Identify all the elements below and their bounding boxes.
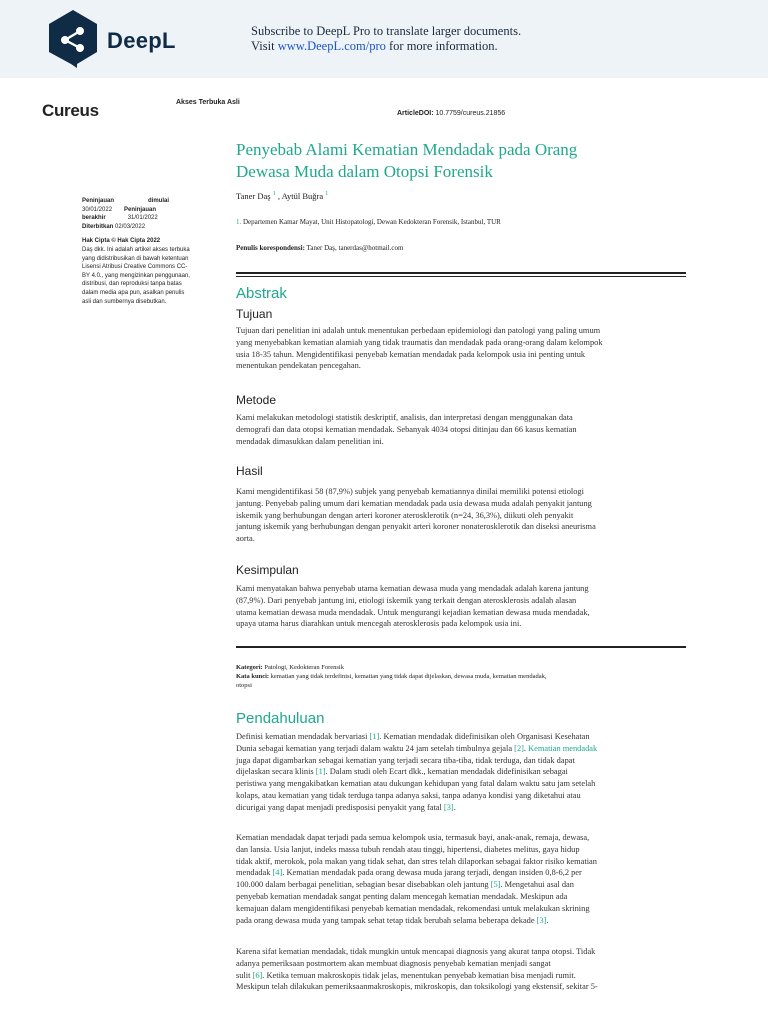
journal-logo: Cureus [42,101,99,120]
text-line: dan lansia. Usia lanjut, indeks massa tubuh rendah atau tinggi, hipertensi, diabetes melitus, gaya hidup [236,844,580,854]
text-line: Kami menyatakan bahwa penyebab utama kematian dewasa muda yang mendadak adalah karena jantung [236,584,589,593]
review-date: 30/01/2022 [82,206,113,213]
corresponding-author [236,244,686,252]
review-started: dimulai [148,198,170,204]
license-line: Lisensi Atribusi Creative Commons CC- [82,264,188,271]
text-line [236,970,686,982]
article-title [236,139,686,183]
text-line: tidak aktif, merokok, pola makan yang tidak sehat, dan stres telah dilaporkan sebagai faktor risiko kematian [236,856,597,866]
text-line: yang menyebabkan kematian alamiah yang tidak traumatis dan mendadak pada orang-orang dalam kelompok [236,337,603,347]
text-line [236,915,686,927]
text-line [236,743,686,755]
text-run: . [523,743,529,753]
text-run: . Mengetahui asal dan [500,880,574,890]
text-line [236,879,686,891]
banner-message [251,24,521,54]
text-line [236,731,686,743]
banner-line-1: Subscribe to DeepL Pro to translate larger documents. [251,24,522,38]
text-line: utama kematian dewasa muda mendadak. Untuk mengurangi kejadian kematian dewasa muda mendadak, [236,607,590,617]
author-1-affil: 1 [272,191,276,198]
text-line: Karena sifat kematian mendadak, tidak mungkin untuk mencapai diagnosis yang akurat tanpa otopsi. Tidak [236,947,596,956]
text-run: sulit [236,970,253,980]
text-run: . Dalam studi oleh Ecart dkk., kematian mendadak didefinisikan sebagai [325,767,568,777]
corr-value: Taner Daş, tanerdas@hotmail.com [304,244,404,252]
published-row [82,223,210,232]
abstract-subheading: Tujuan [236,307,273,321]
text-run: dicurigai yang dapat menjadi predisposisi penyakit yang fatal [236,802,444,812]
text-line: jantung iskemik yang berhubungan dengan penyakit arteri koroner nonaterosklerotik dan diseksi aneurisma [236,522,596,532]
published-date: 02/03/2022 [115,223,146,230]
deepl-brand-name: DeepL [107,28,176,53]
text-line: kemajuan dalam mengidentifikasi penyebab kematian mendadak, rekomendasi untuk melakukan skrining [236,903,590,913]
citation-link[interactable]: [3] [443,802,454,812]
text-line: upaya utama harus diarahkan untuk mencegah aterosklerosis pada kelompok usia ini. [236,619,522,629]
abstract-subheading: Metode [236,393,277,407]
intro-paragraph-2 [236,832,686,926]
doi-label: ArticleDOI: [397,110,434,117]
license-line: distribusi, dan reproduksi tanpa batas [82,281,182,288]
article-categories [236,663,686,690]
text-line: kolaps, atau kematian yang tidak terduga tanpa adanya saksi, tanpa adanya kondisi yang diketahui atau [236,790,581,800]
banner-line-2-pre: Visit [251,39,278,53]
intro-paragraph-3 [236,946,686,993]
text-line: Tujuan dari penelitian ini adalah untuk menentukan perbedaan epidemiologi dan patologi yang paling umum [236,326,601,335]
article-sidebar [82,197,210,306]
categories-row [236,663,686,672]
text-run: . [453,802,456,812]
abstract-subheading: Kesimpulan [236,563,299,577]
citation-link[interactable]: [1] [369,732,380,741]
abstract-paragraph [236,412,686,447]
citation-link[interactable]: [3] [536,915,547,925]
text-line: penyebab kematian mendadak sangat penting dalam mencegah kematian mendadak. Meskipun ada [236,891,568,901]
text-run: Dunia sebagai kematian yang terjadi dalam waktu 24 jam setelah timbulnya gejala [236,743,515,753]
text-line: mendadak dimasukkan dalam penelitian ini. [236,436,384,446]
corr-label: Penulis korespondensi: [236,244,305,252]
review2-label: Peninjauan [124,206,157,213]
published-label: Diterbitkan [82,223,114,230]
text-line: peristiwa yang mengakibatkan kematian atau dukungan kehidupan yang fatal dalam waktu satu jam setelah [236,779,596,789]
text-run: . [546,915,549,925]
author-list [236,191,686,201]
citation-link[interactable]: [5] [490,880,501,890]
text-line: jantung. Penyebab paling umum dari kematian mendadak pada usia dewasa muda adalah penyakit jantung [236,498,592,508]
section-divider [236,276,686,277]
text-run: . Kematian mendadak pada orang dewasa muda jarang terjadi, dengan insiden 0,8-6,2 per [282,868,582,878]
open-access-label: Akses Terbuka Asli [176,99,240,106]
title-line-1: Penyebab Alami Kematian Mendadak pada Orang [236,140,578,159]
deepl-logo-icon [47,9,99,69]
author-2-affil: 1 [325,191,329,198]
license-line: asli dan sumbernya disebutkan. [82,298,167,305]
text-run: 100.000 dalam berbagai penelitian, sebagian besar disebabkan oleh jantung [236,880,491,890]
intro-paragraph-1 [236,731,686,814]
copyright [82,237,210,246]
abstract-subheading: Hasil [236,464,263,478]
text-run: pada orang dewasa muda yang tampak sehat tetap tidak berubah selama beberapa dekade [236,915,537,925]
text-line: menentukan pendekatan pencegahan. [236,361,361,371]
ended-label: berakhir [82,215,106,222]
citation-link[interactable]: [4] [272,868,283,878]
license-line: yang didistribusikan di bawah ketentuan [82,255,189,262]
ended-date: 31/01/2022 [127,215,158,222]
keywords-row [236,672,686,681]
section-divider [236,646,686,648]
affiliation-number: 1. [236,218,242,226]
citation-link[interactable]: [2] [514,743,524,753]
review-started-row [82,197,210,206]
text-line [236,802,686,814]
deepl-pro-link[interactable]: www.DeepL.com/pro [277,39,386,53]
license-line: dalam media apa pun, asalkan penulis [82,289,185,296]
abstract-paragraph [236,583,686,630]
affiliation [236,218,686,226]
article-doi [397,110,505,117]
banner-line-2-post: for more information. [385,39,498,53]
section-divider [236,272,686,274]
categories-label: Kategori: [236,664,263,671]
highlighted-term: Kematian mendadak [528,743,598,753]
text-run: dijelaskan secara klinis [236,767,316,777]
keywords-label: Kata kunci: [236,673,270,680]
citation-link[interactable]: [1] [315,767,326,777]
text-run: mendadak [236,868,273,878]
doi-value: 10.7759/cureus.21856 [433,110,506,117]
keywords-value: kematian yang tidak terdefinisi, kematian yang tidak dapat dijelaskan, dewasa muda, kematian mendadak, [269,673,547,680]
text-run: . Ketika temuan makroskopis tidak jelas, menentukan penyebab kematian bisa menjadi rumit. [262,970,576,980]
text-line: iskemik yang berhubungan dengan arteri koroner aterosklerotik (n=24, 36,3%), diikuti oleh penyakit [236,510,574,520]
text-run: Definisi kematian mendadak bervariasi [236,732,370,741]
keywords-row-2: otopsi [236,682,252,689]
text-line: Meskipun telah dilakukan pemeriksaanmakroskopis, mikroskopis, dan toksikologi yang ekstensif, sekitar 5- [236,982,598,992]
text-line: demografi dan data otopsi kematian mendadak. Sebanyak 4034 otopsi ditinjau dan 66 kasus kematian [236,424,577,434]
deepl-banner [0,0,768,78]
text-line [236,867,686,879]
review-date-row [82,206,210,215]
author-1: Taner Daş [236,191,271,201]
categories-value: Patologi, Kedokteran Forensik [262,664,344,671]
text-line: Kami mengidentifikasi 58 (87,9%) subjek yang penyebab kematiannya dinilai memiliki potensi etiologi [236,487,584,496]
text-line: aorta. [236,534,255,544]
review-label: Peninjauan [82,198,115,204]
title-line-2: Dewasa Muda dalam Otopsi Forensik [236,162,493,181]
license-line: BY 4.0., yang mengizinkan penggunaan, [82,272,190,279]
affiliation-text: Departemen Kamar Mayat, Unit Histopatologi, Dewan Kedokteran Forensik, Istanbul, TUR [241,218,501,226]
banner-line-2 [251,39,521,54]
license-line: Daş dkk. Ini adalah artikel akses terbuka [82,246,190,253]
text-line [236,766,686,778]
text-line: Kematian mendadak dapat terjadi pada semua kelompok usia, termasuk bayi, anak-anak, remaja, dewasa, [236,833,590,842]
abstract-paragraph [236,486,686,545]
text-line: usia 18-35 tahun. Mengidentifikasi penyebab kematian mendadak pada kelompok usia ini penting untuk [236,349,586,359]
citation-link[interactable]: [6] [252,970,263,980]
text-run: . Kematian mendadak didefinisikan oleh Organisasi Kesehatan [379,732,590,741]
text-line: Kami melakukan metodologi statistik deskriptif, analisis, dan interpretasi dengan menggunakan data [236,413,573,422]
text-line: (87,9%). Dari penyebab jantung ini, etiologi iskemik yang terkait dengan aterosklerosis adalah alasan [236,595,577,605]
author-2: , Aytül Buğra [275,191,324,201]
copyright-text: Hak Cipta © Hak Cipta 2022 [82,238,161,245]
review-ended-row [82,214,210,223]
intro-heading: Pendahuluan [236,710,325,727]
text-line: juga dapat digambarkan sebagai kematian yang terjadi secara tiba-tiba, tidak terduga, dan tidak dapat [236,755,575,765]
abstract-heading: Abstrak [236,285,287,302]
text-line: adanya pemeriksaan postmortem akan membuat diagnosis penyebab kematian menjadi sangat [236,958,551,968]
abstract-paragraph [236,325,686,372]
